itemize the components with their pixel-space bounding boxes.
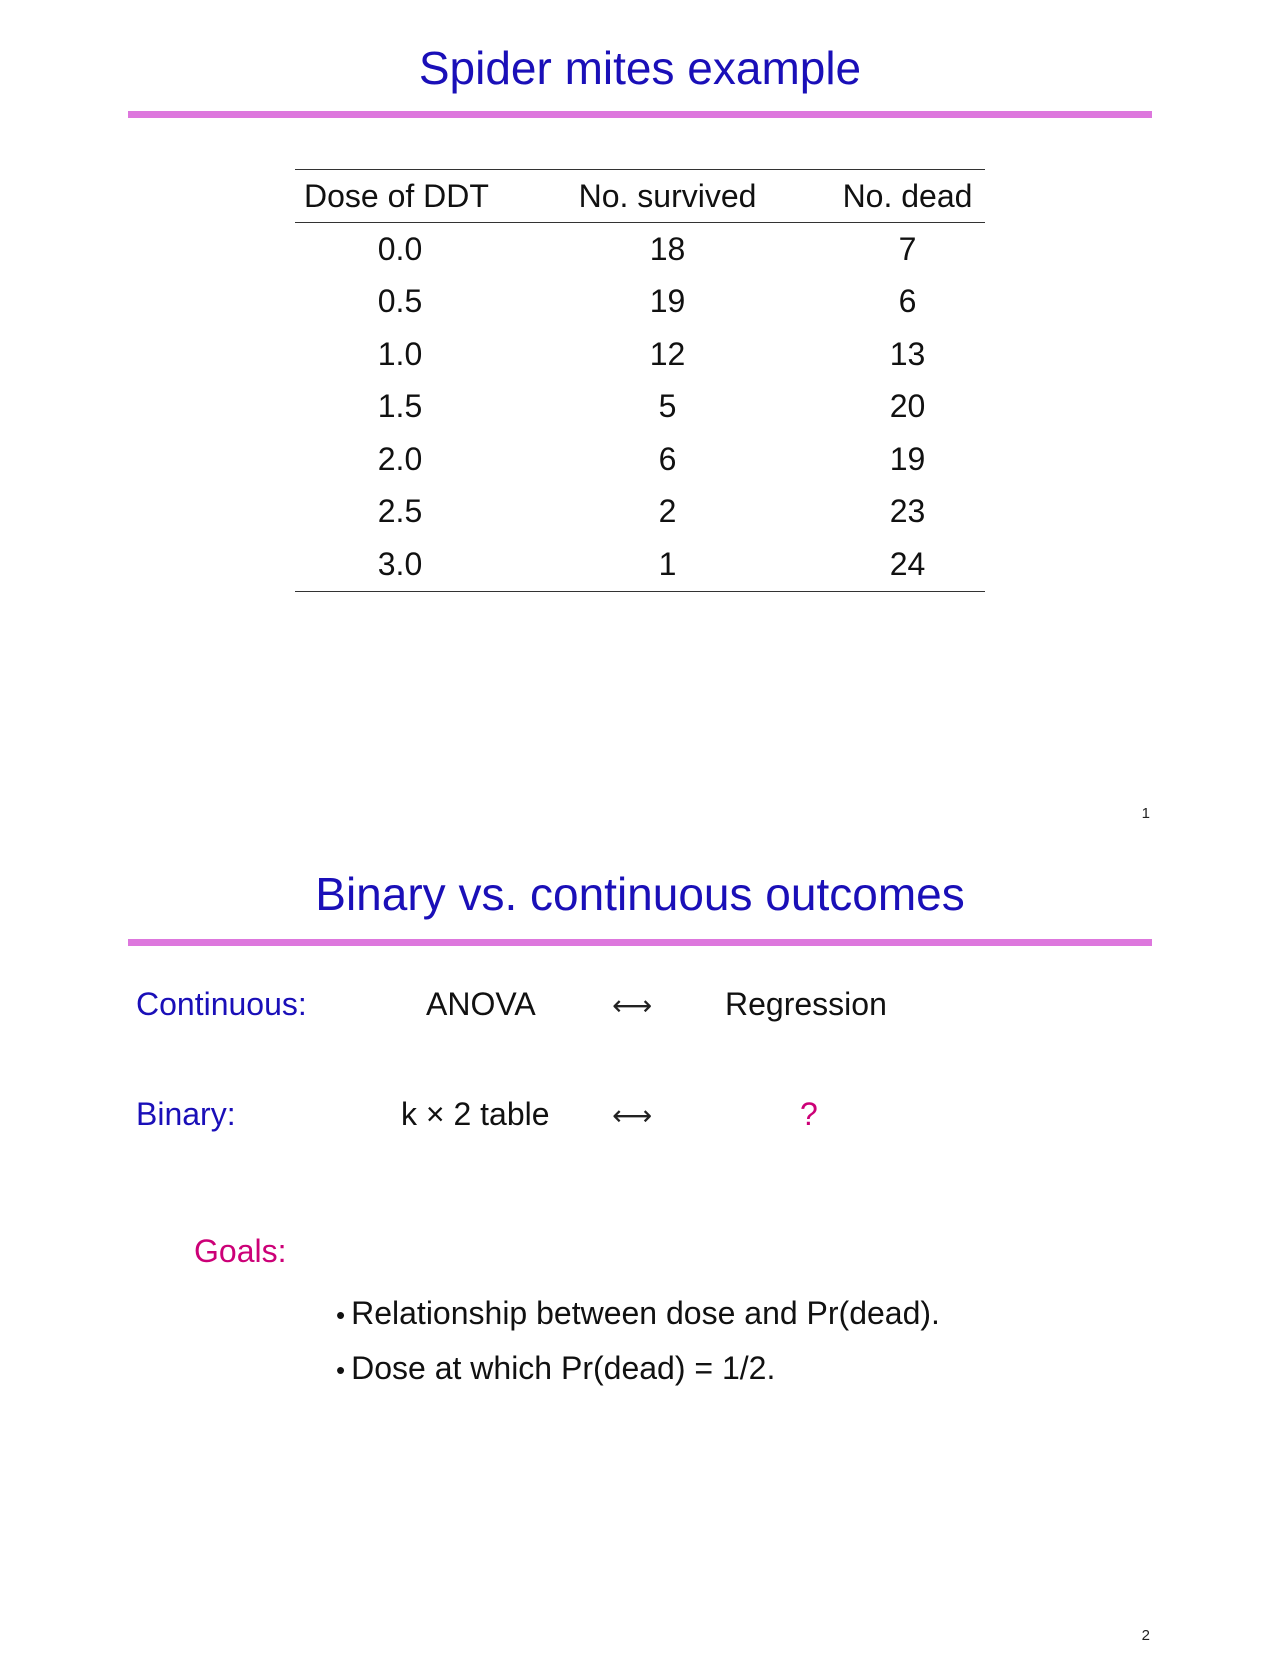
bullet-icon: • (336, 1355, 346, 1385)
cell-dose: 0.5 (377, 283, 423, 320)
goal-text: Dose at which Pr(dead) = 1/2. (351, 1350, 776, 1386)
cell-survived: 12 (649, 335, 686, 372)
cell-dose: 2.0 (377, 440, 423, 477)
cell-survived: 5 (658, 388, 677, 425)
continuous-right-term: Regression (725, 986, 887, 1022)
continuous-label: Continuous: (136, 986, 307, 1022)
cell-dose: 1.5 (377, 388, 423, 425)
continuous-left-term: ANOVA (426, 986, 536, 1022)
cell-dead: 6 (898, 283, 917, 320)
cell-dead: 24 (889, 545, 926, 582)
double-arrow-icon: ⟷ (612, 1099, 651, 1132)
page-number: 1 (1141, 805, 1150, 822)
table-row (295, 538, 985, 591)
table-row (295, 276, 985, 329)
cell-dose: 0.0 (377, 230, 423, 267)
goal-text: Relationship between dose and Pr(dead). (351, 1295, 940, 1331)
cell-dead: 13 (889, 335, 926, 372)
table-row (295, 381, 985, 434)
cell-dead: 7 (898, 230, 917, 267)
list-item (336, 1287, 940, 1342)
bullet-icon: • (336, 1300, 346, 1330)
cell-survived: 2 (658, 493, 677, 530)
cell-dose: 1.0 (377, 335, 423, 372)
double-arrow-icon: ⟷ (612, 989, 651, 1022)
column-header-dose: Dose of DDT (304, 177, 489, 214)
table-row (295, 328, 985, 381)
table-row (295, 486, 985, 539)
slide-title: Spider mites example (418, 42, 862, 94)
cell-survived: 19 (649, 283, 686, 320)
cell-dose: 2.5 (377, 493, 423, 530)
cell-dead: 23 (889, 493, 926, 530)
ddt-dose-table (295, 169, 985, 592)
cell-survived: 6 (658, 440, 677, 477)
cell-dead: 20 (889, 388, 926, 425)
goals-list (336, 1287, 940, 1397)
table-row (295, 433, 985, 486)
title-divider (128, 939, 1152, 946)
table-row (295, 223, 985, 276)
cell-dead: 19 (889, 440, 926, 477)
title-divider (128, 111, 1152, 118)
column-header-dead: No. dead (842, 177, 973, 214)
binary-label: Binary: (136, 1096, 236, 1132)
page-number: 2 (1141, 1627, 1150, 1644)
goals-label: Goals: (194, 1233, 287, 1269)
cell-dose: 3.0 (377, 545, 423, 582)
binary-left-term: k × 2 table (401, 1096, 550, 1132)
column-header-survived: No. survived (578, 177, 757, 214)
cell-survived: 1 (658, 545, 677, 582)
list-item (336, 1342, 940, 1397)
binary-unknown-term: ? (800, 1096, 818, 1132)
slide-binary-vs-continuous (0, 828, 1280, 1656)
cell-survived: 18 (649, 230, 686, 267)
slide-title: Binary vs. continuous outcomes (315, 868, 965, 920)
table-header-row (295, 170, 985, 223)
